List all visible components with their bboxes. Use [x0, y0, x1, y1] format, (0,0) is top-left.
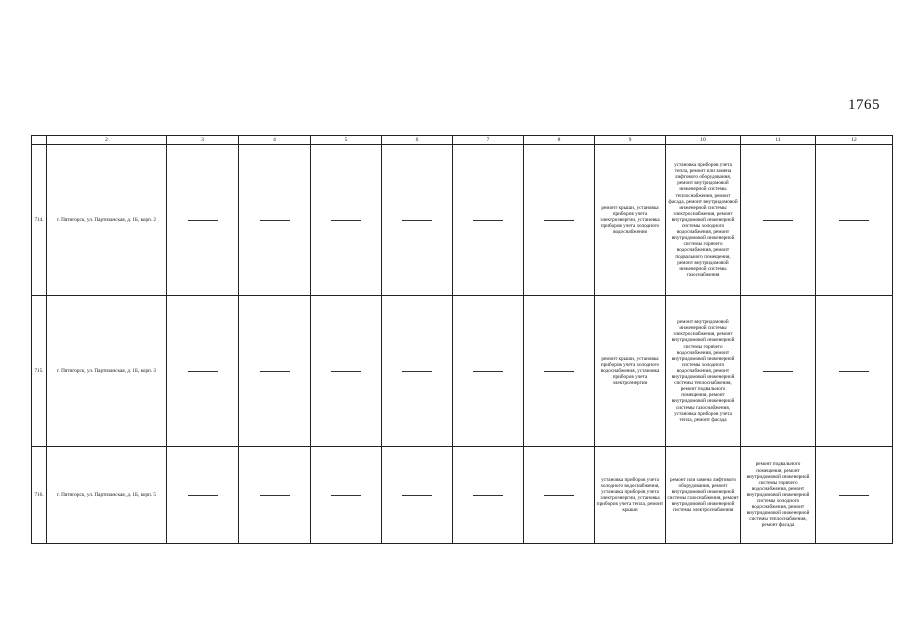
dash-mark — [260, 495, 290, 496]
empty-cell — [382, 145, 453, 296]
dash-mark — [260, 220, 290, 221]
table-row — [32, 296, 893, 447]
empty-cell — [382, 296, 453, 447]
row-number: 716. — [32, 447, 47, 544]
dash-mark — [331, 371, 361, 372]
empty-cell — [741, 296, 816, 447]
header-cell: 4 — [239, 136, 311, 145]
works-cell-col9: ремонт крыши, установка приборов учета электроэнергии, установка приборов учета холодного водоснабжения — [595, 145, 666, 296]
dash-mark — [763, 371, 793, 372]
dash-mark — [402, 371, 432, 372]
dash-mark — [473, 371, 503, 372]
works-cell-col9: ремонт крыши, установка приборов учета холодного водоснабжения, установка приборов учета электроэнергии — [595, 296, 666, 447]
address-cell: г. Пятигорск, ул. Партизанская, д. 1Б, корп. 5 — [47, 447, 167, 544]
empty-cell — [816, 145, 893, 296]
empty-cell — [453, 145, 524, 296]
empty-cell — [816, 447, 893, 544]
dash-mark — [188, 371, 218, 372]
empty-cell — [453, 296, 524, 447]
dash-mark — [331, 495, 361, 496]
header-cell: 7 — [453, 136, 524, 145]
empty-cell — [524, 296, 595, 447]
dash-mark — [331, 220, 361, 221]
header-cell: 3 — [167, 136, 239, 145]
register-table — [31, 135, 893, 544]
works-cell-col10: установка приборов учета тепла, ремонт или замена лифтового оборудования, ремонт внутридомовой инженерной системы теплоснабжения, ремонт фасада, ремонт внутридомовой инженерной системы электроснабжения, ремонт внутридомовой инженерной системы холодного водоснабжения, ремонт внутридомовой инженерной системы горячего водоснабжения, ремонт подвального помещения, ремонт внутридомовой инженерной системы газоснабжения — [666, 145, 741, 296]
header-cell — [32, 136, 47, 145]
header-row — [32, 136, 893, 145]
empty-cell — [167, 145, 239, 296]
dash-mark — [839, 220, 869, 221]
empty-cell — [311, 447, 382, 544]
dash-mark — [544, 220, 574, 221]
empty-cell — [167, 296, 239, 447]
empty-cell — [741, 145, 816, 296]
dash-mark — [839, 371, 869, 372]
empty-cell — [524, 447, 595, 544]
dash-mark — [763, 220, 793, 221]
works-cell-col11: ремонт подвального помещения, ремонт внутридомовой инженерной системы горячего водоснабжения, ремонт внутридомовой инженерной системы холодного водоснабжения, ремонт внутридомовой инженерной системы теплоснабжения, ремонт фасада — [741, 447, 816, 544]
address-cell: г. Пятигорск, ул. Партизанская, д. 1Б, корп. 3 — [47, 296, 167, 447]
empty-cell — [524, 145, 595, 296]
header-cell: 8 — [524, 136, 595, 145]
header-cell: 11 — [741, 136, 816, 145]
dash-mark — [473, 495, 503, 496]
header-cell: 6 — [382, 136, 453, 145]
table-row — [32, 447, 893, 544]
empty-cell — [239, 447, 311, 544]
header-cell: 12 — [816, 136, 893, 145]
dash-mark — [188, 495, 218, 496]
table-row — [32, 145, 893, 296]
dash-mark — [188, 220, 218, 221]
dash-mark — [544, 495, 574, 496]
dash-mark — [402, 495, 432, 496]
dash-mark — [473, 220, 503, 221]
row-number: 715. — [32, 296, 47, 447]
empty-cell — [311, 145, 382, 296]
address-cell: г. Пятигорск, ул. Партизанская, д. 1Б, корп. 2 — [47, 145, 167, 296]
dash-mark — [402, 220, 432, 221]
empty-cell — [311, 296, 382, 447]
empty-cell — [816, 296, 893, 447]
dash-mark — [839, 495, 869, 496]
empty-cell — [453, 447, 524, 544]
works-cell-col10: ремонт или замена лифтового оборудования, ремонт внутридомовой инженерной системы газоснабжения, ремонт внутридомовой инженерной системы электроснабжения — [666, 447, 741, 544]
header-cell: 5 — [311, 136, 382, 145]
works-cell-col9: установка приборов учета холодного водоснабжения, установка приборов учета электроэнергии, установка приборов учета тепла, ремонт крыши — [595, 447, 666, 544]
row-number: 714. — [32, 145, 47, 296]
dash-mark — [260, 371, 290, 372]
empty-cell — [382, 447, 453, 544]
empty-cell — [239, 296, 311, 447]
header-cell: 10 — [666, 136, 741, 145]
works-cell-col10: ремонт внутридомовой инженерной системы электроснабжения, ремонт внутридомовой инженерной системы горячего водоснабжения, ремонт внутридомовой инженерной системы холодного водоснабжения, ремонт внутридомовой инженерной системы теплоснабжения, ремонт подвального помещения, ремонт внутридомовой инженерной системы газоснабжения, установка приборов учета тепла, ремонт фасада — [666, 296, 741, 447]
header-cell: 9 — [595, 136, 666, 145]
dash-mark — [544, 371, 574, 372]
page-number: 1765 — [848, 97, 880, 113]
header-cell: 2 — [47, 136, 167, 145]
empty-cell — [167, 447, 239, 544]
empty-cell — [239, 145, 311, 296]
